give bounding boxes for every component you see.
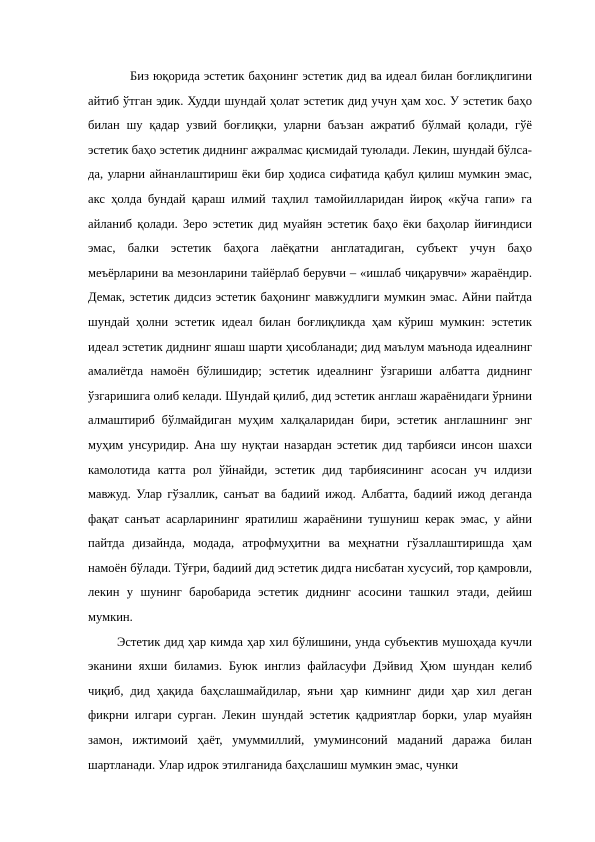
body-paragraph: Биз юқорида эстетик баҳонинг эстетик дид ва идеал билан боғлиқлигини айтиб ўтган эдик. Худди шундай ҳолат эстетик дид учун ҳам хос. У эстетик баҳо билан шу қадар узвий боғлиқки, уларни баъзан ажратиб бўлмай қолади, гўё эстетик баҳо эстетик диднинг ажралмас қисмидай туюлади. Лекин, шундай бўлса-да, уларни айнанлаштириш ёки бир ҳодиса сифатида қабул қилиш мумкин эмас, акс ҳолда бундай қараш илмий таҳлил тамойилларидан йироқ «кўча гапи» га айланиб қолади. Зеро эстетик дид муайян эстетик баҳо ёки баҳолар йиғиндиси эмас, балки эстетик баҳога лаёқатни англатадиган, субъект учун баҳо меъёрларини ва мезонларини тайёрлаб берувчи – «ишлаб чиқарувчи» жараёндир. Демак, эстетик дидсиз эстетик баҳонинг мавжудлиги мумкин эмас. Айни пайтда шундай ҳолни эстетик идеал билан боғлиқликда ҳам кўриш мумкин: эстетик идеал эстетик диднинг яшаш шарти ҳисобланади; дид маълум маънода идеалнинг амалиётда намоён бўлишидир; эстетик идеалнинг ўзгариши албатта диднинг ўзгаришига олиб келади. Шундай қилиб, дид эстетик англаш жараёнидаги ўрнини алмаштириб бўлмайдиган муҳим халқаларидан бири, эстетик англашнинг энг муҳим унсуридир. Ана шу нуқтаи назардан эстетик дид тарбияси инсон шахси камолотида катта рол ўйнайди, эстетик дид тарбиясининг асосан уч илдизи мавжуд. Улар гўзаллик, санъат ва бадиий ижод. Албатта, бадиий ижод деганда фақат санъат асарларининг яратилиш жараёнини тушуниш керак эмас, у айни пайтда дизайнда, модада, атрофмуҳитни ва меҳнатни гўзаллаштиришда ҳам намоён бўлади. Тўғри, бадиий дид эстетик дидга нисбатан хусусий, тор қамровли, лекин у шунинг баробарида эстетик диднинг асосини ташкил этади, дейиш мумкин.	[88, 69, 532, 625]
body-paragraph: Эстетик дид ҳар кимда ҳар хил бўлишини, унда субъектив мушоҳада кучли эканини яхши биламиз. Буюк инглиз файласуфи Дэйвид Ҳюм шундан келиб чиқиб, дид ҳақида баҳслашмайдилар, яъни ҳар кимнинг диди ҳар хил деган фикрни илгари сурган. Лекин шундай эстетик қадриятлар борки, улар муайян замон, ижтимоий ҳаёт, умуммиллий, умуминсоний маданий даража билан шартланади. Улар идрок этилганида баҳслашиш мумкин эмас, чунки	[88, 634, 532, 772]
document-page	[88, 64, 532, 777]
